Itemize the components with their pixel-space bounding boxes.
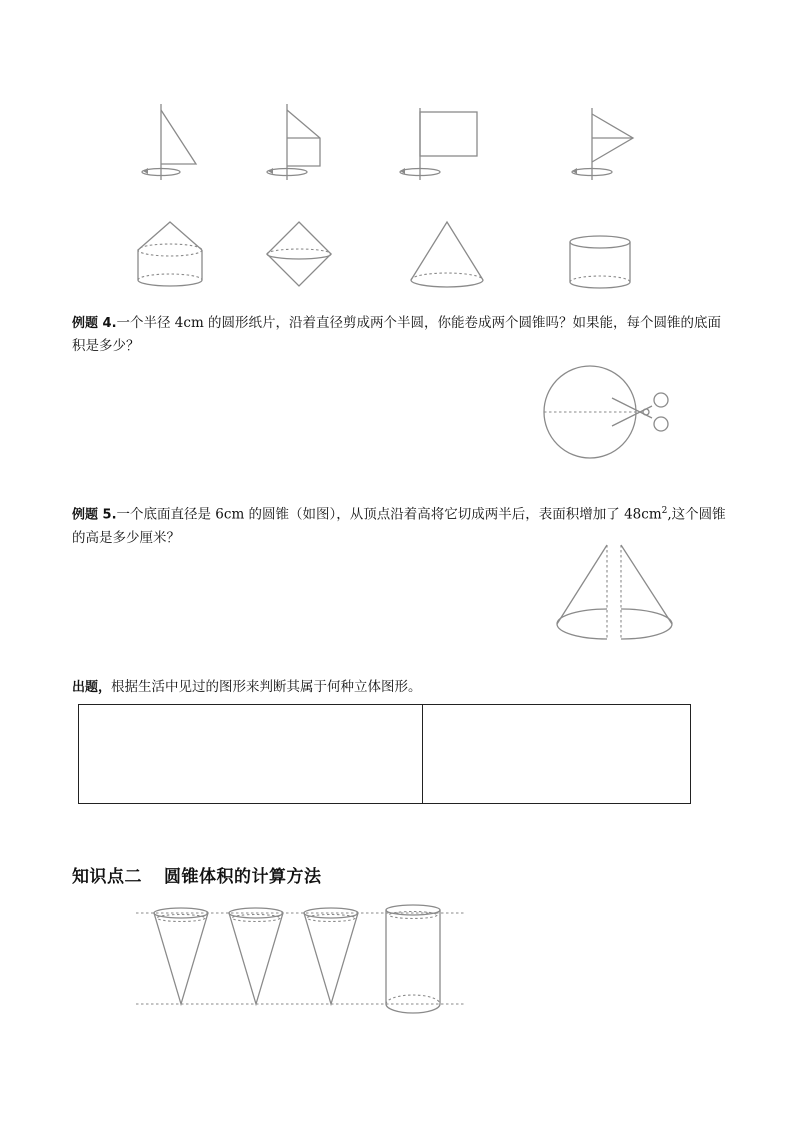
cylinder xyxy=(386,905,440,1013)
exercise-label: 出题， xyxy=(72,680,112,695)
cone-3 xyxy=(304,908,358,1004)
exercise-text: 根据生活中见过的图形来判断其属于何种立体图形。 xyxy=(111,679,422,695)
section-number: 知识点二 xyxy=(72,867,142,887)
example-4-label: 例题 4. xyxy=(72,316,117,331)
example-5-label: 例题 5. xyxy=(72,507,117,523)
example-5-superscript: 2 xyxy=(661,506,668,516)
cone-1 xyxy=(154,908,208,1004)
example-5-text: 一个底面直径是 6cm 的圆锥（如图），从顶点沿着高将它切成两半后，表面积增加了 48cm xyxy=(116,506,662,523)
example-5-text-end: ,这个圆锥的高是多少厘米？ xyxy=(72,506,726,546)
example-4-text: 一个半径 4cm 的圆形纸片，沿着直径剪成两个半圆，你能卷成两个圆锥吗？如果能，每个圆锥的底面积是多少？ xyxy=(72,315,722,354)
section-title: 圆锥体积的计算方法 xyxy=(164,867,322,887)
cone-2 xyxy=(229,908,283,1004)
